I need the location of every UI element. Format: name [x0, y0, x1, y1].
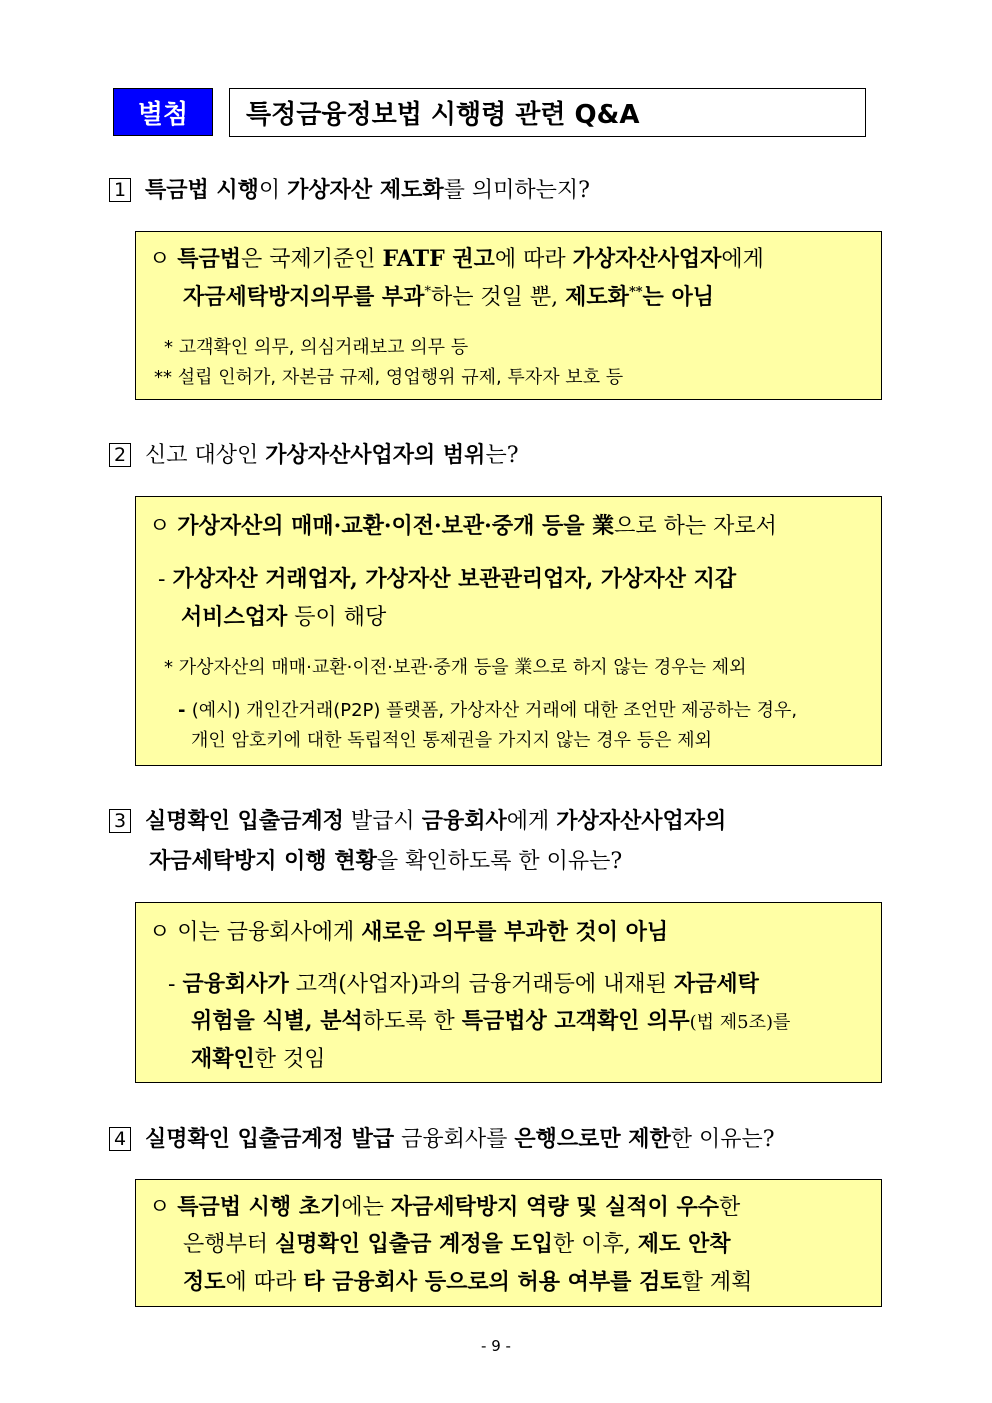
answer-line: 자금세탁방지의무를 부과*하는 것일 뿐, 제도화**는 아님 [183, 284, 714, 310]
answer-line: ㅇ 특금법 시행 초기에는 자금세탁방지 역량 및 실적이 우수한 [149, 1194, 741, 1220]
answer-line: 은행부터 실명확인 입출금 계정을 도입한 이후, 제도 안착 [183, 1231, 731, 1257]
question-4: 4 실명확인 입출금계정 발급 금융회사를 은행으로만 제한한 이유는? [109, 1120, 775, 1159]
question-number: 2 [109, 443, 131, 467]
answer-box-1 [135, 231, 882, 400]
document-title: 특정금융정보법 시행령 관련 Q&A [229, 88, 866, 137]
question-1: 1 특금법 시행이 가상자산 제도화를 의미하는지? [109, 171, 590, 210]
question-2: 2 신고 대상인 가상자산사업자의 범위는? [109, 436, 519, 475]
answer-line: 서비스업자 등이 해당 [181, 604, 387, 630]
attachment-tag: 별첨 [113, 88, 213, 136]
answer-line: 위험을 식별, 분석하도록 한 특금법상 고객확인 의무(법 제5조)를 [191, 1008, 791, 1034]
answer-line: 정도에 따라 타 금융회사 등으로의 허용 여부를 검토할 계획 [183, 1269, 753, 1295]
question-number: 1 [109, 178, 131, 202]
question-3: 3 실명확인 입출금계정 발급시 금융회사에게 가상자산사업자의 [109, 802, 726, 841]
answer-line: ㅇ 특금법은 국제기준인 FATF 권고에 따라 가상자산사업자에게 [149, 246, 764, 272]
answer-box-2 [135, 496, 882, 766]
footnote: * 가상자산의 매매·교환·이전·보관·중개 등을 業으로 하지 않는 경우는 제외 [164, 657, 747, 678]
answer-box-3 [135, 902, 882, 1083]
question-number: 3 [109, 809, 131, 833]
page-number: - 9 - [481, 1337, 511, 1355]
footnote: ** 설립 인허가, 자본금 규제, 영업행위 규제, 투자자 보호 등 [154, 367, 624, 388]
footnote: 개인 암호키에 대한 독립적인 통제권을 가지지 않는 경우 등은 제외 [191, 730, 712, 751]
answer-line: ㅇ 이는 금융회사에게 새로운 의무를 부과한 것이 아님 [149, 919, 669, 945]
question-3-continued: 자금세탁방지 이행 현황을 확인하도록 한 이유는? [149, 848, 623, 874]
answer-box-4 [135, 1179, 882, 1307]
answer-line: ㅇ 가상자산의 매매·교환·이전·보관·중개 등을 業으로 하는 자로서 [149, 513, 777, 539]
answer-line: - 금융회사가 고객(사업자)과의 금융거래등에 내재된 자금세탁 [168, 971, 759, 997]
footnote: - (예시) 개인간거래(P2P) 플랫폼, 가상자산 거래에 대한 조언만 제공하는 경우, [178, 700, 798, 721]
question-number: 4 [109, 1127, 131, 1151]
footnote: * 고객확인 의무, 의심거래보고 의무 등 [164, 337, 469, 358]
answer-line: 재확인한 것임 [191, 1046, 326, 1072]
answer-line: - 가상자산 거래업자, 가상자산 보관관리업자, 가상자산 지갑 [158, 566, 737, 592]
